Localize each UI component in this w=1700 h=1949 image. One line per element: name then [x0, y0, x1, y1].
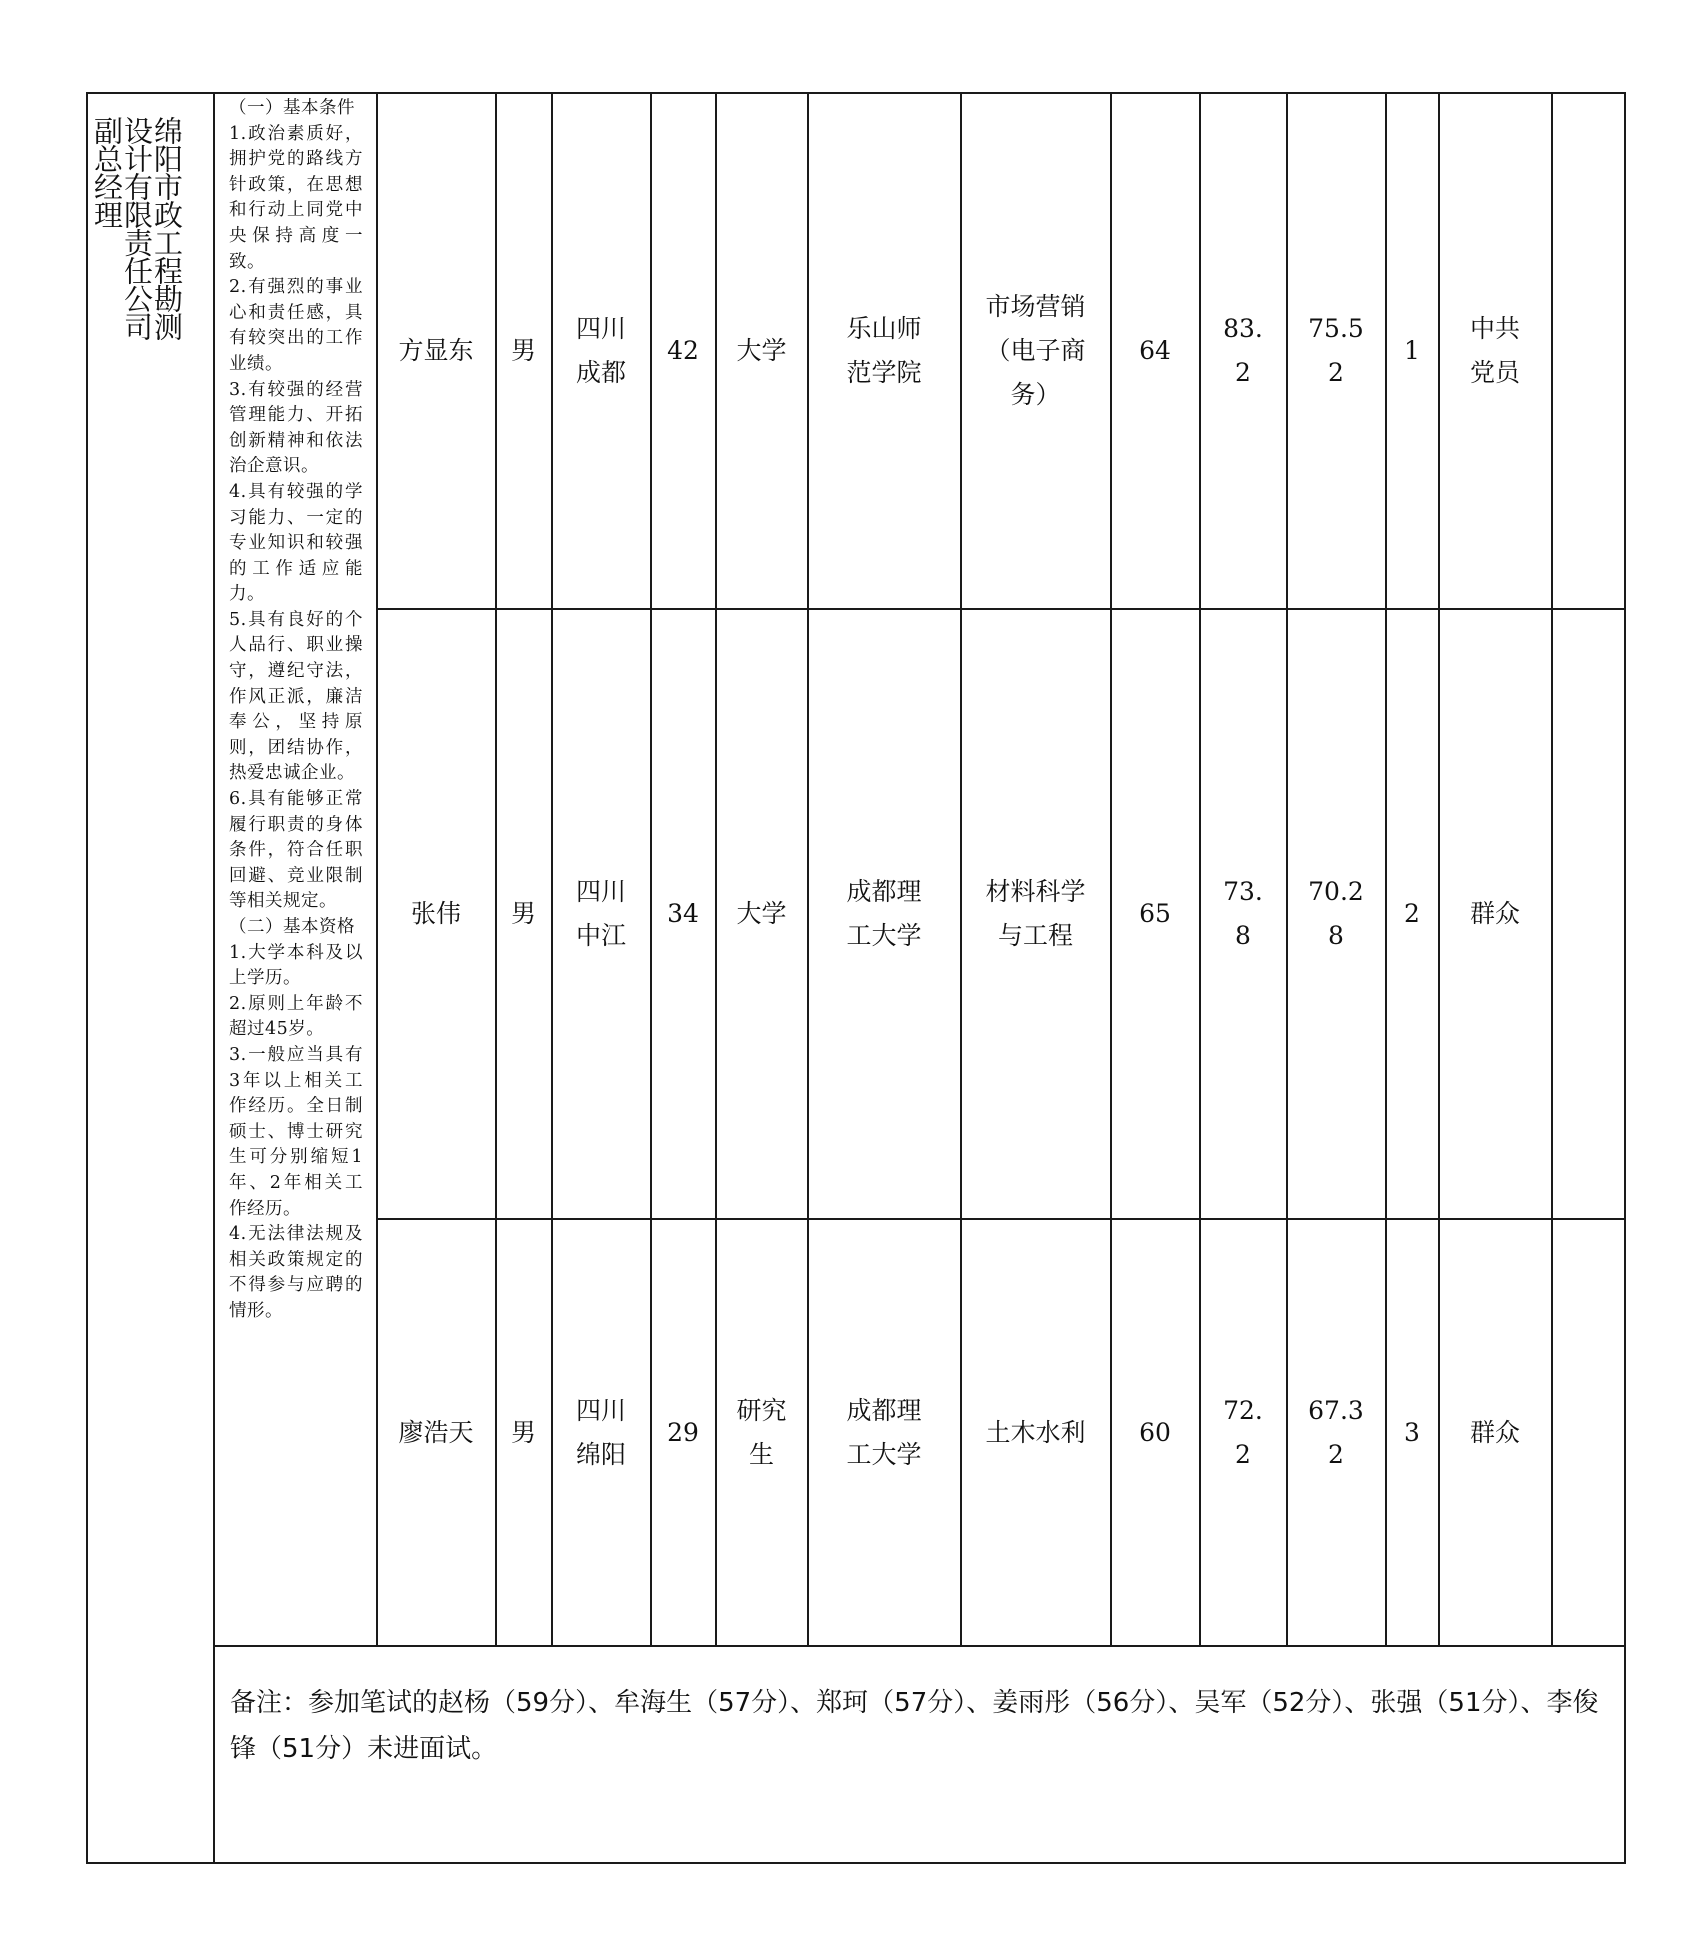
table-bottom-border [86, 1862, 1626, 1864]
education-cell [716, 1220, 807, 1645]
candidate-origin: 四川中江 [575, 877, 626, 950]
requirement-item: 1.政治素质好，拥护党的路线方针政策，在思想和行动上同党中央保持高度一致。 [229, 123, 363, 272]
requirement-item: 4.具有较强的学习能力、一定的专业知识和较强的工作适应能力。 [229, 481, 363, 605]
candidate-school: 成都理工大学 [846, 1395, 922, 1469]
candidate-origin: 四川绵阳 [575, 1395, 626, 1469]
written-score: 65 [1139, 899, 1171, 928]
origin-cell [552, 610, 650, 1218]
candidate-rank: 2 [1404, 899, 1420, 928]
candidate-gender: 男 [510, 899, 536, 928]
interview-score: 73.8 [1223, 877, 1263, 950]
candidate-name: 方显东 [398, 336, 474, 365]
candidate-name: 张伟 [410, 899, 461, 928]
interview-cell [1200, 1220, 1286, 1645]
requirement-item: 5.具有良好的个人品行、职业操守，遵纪守法，作风正派，廉洁奉公，坚持原则，团结协作，热爱忠诚企业。 [229, 609, 363, 784]
origin-cell [552, 94, 650, 608]
candidate-major: 市场营销（电子商务） [985, 292, 1086, 409]
total-cell [1287, 94, 1385, 608]
candidate-age: 42 [667, 336, 699, 365]
requirements-text [229, 96, 363, 1325]
political-status: 群众 [1469, 899, 1520, 928]
remark-cell [1552, 1220, 1624, 1645]
requirement-item: 3.有较强的经营管理能力、开拓创新精神和依法治企意识。 [229, 379, 363, 477]
total-score: 70.28 [1308, 877, 1364, 950]
candidate-gender: 男 [510, 336, 536, 365]
remark-cell [1552, 610, 1624, 1218]
major-cell [961, 94, 1110, 608]
major-cell [961, 610, 1110, 1218]
requirement-item: 3.一般应当具有3年以上相关工作经历。全日制硕士、博士研究生可分别缩短1年、2年相关工作经历。 [229, 1044, 363, 1219]
table-left-border [86, 92, 88, 1864]
candidate-gender: 男 [510, 1417, 536, 1447]
interview-score: 72.2 [1223, 1395, 1263, 1469]
candidate-age: 29 [667, 1417, 699, 1447]
candidate-major: 材料科学与工程 [985, 877, 1086, 950]
school-cell [808, 94, 960, 608]
requirements-heading: （一）基本条件 [229, 98, 355, 118]
school-cell [808, 610, 960, 1218]
note-text: 备注：参加笔试的赵杨（59分）、牟海生（57分）、郑珂（57分）、姜雨彤（56分）、吴军（52分）、张强（51分）、李俊锋（51分）未进面试。 [230, 1688, 1599, 1764]
written-score: 60 [1139, 1417, 1171, 1447]
requirements-heading: （二）基本资格 [229, 917, 355, 937]
political-cell [1439, 94, 1551, 608]
row-divider [213, 1645, 1626, 1647]
total-cell [1287, 1220, 1385, 1645]
candidate-major: 土木水利 [985, 1417, 1086, 1447]
requirement-item: 6.具有能够正常履行职责的身体条件，符合任职回避、竞业限制等相关规定。 [229, 789, 363, 912]
candidate-rank: 1 [1404, 336, 1420, 365]
total-cell [1287, 610, 1385, 1218]
candidate-education: 大学 [736, 336, 787, 365]
candidate-education: 大学 [736, 899, 787, 928]
school-cell [808, 1220, 960, 1645]
candidate-origin: 四川成都 [575, 314, 626, 387]
total-score: 67.32 [1308, 1395, 1364, 1469]
political-status: 中共党员 [1469, 314, 1520, 387]
political-cell [1439, 610, 1551, 1218]
total-score: 75.52 [1308, 314, 1364, 387]
origin-cell [552, 1220, 650, 1645]
candidate-rank: 3 [1404, 1417, 1420, 1447]
remark-cell [1552, 94, 1624, 608]
position-title: 绵阳市政工程勘测设计有限责任公司副总经理 [90, 116, 184, 340]
requirement-item: 1.大学本科及以上学历。 [229, 942, 363, 989]
interview-cell [1200, 94, 1286, 608]
candidate-school: 乐山师范学院 [846, 314, 922, 387]
column-divider [213, 92, 215, 1864]
candidate-name: 廖浩天 [398, 1417, 474, 1447]
political-status: 群众 [1469, 1417, 1520, 1447]
requirement-item: 2.有强烈的事业心和责任感，具有较突出的工作业绩。 [229, 277, 363, 374]
written-score: 64 [1139, 336, 1171, 365]
interview-cell [1200, 610, 1286, 1218]
requirement-item: 2.原则上年龄不超过45岁。 [229, 993, 363, 1040]
candidate-school: 成都理工大学 [846, 877, 922, 950]
requirement-item: 4.无法律法规及相关政策规定的不得参与应聘的情形。 [229, 1224, 363, 1321]
candidate-education: 研究生 [736, 1395, 787, 1469]
candidate-age: 34 [667, 899, 699, 928]
table-right-border [1624, 92, 1626, 1864]
interview-score: 83.2 [1223, 314, 1263, 387]
